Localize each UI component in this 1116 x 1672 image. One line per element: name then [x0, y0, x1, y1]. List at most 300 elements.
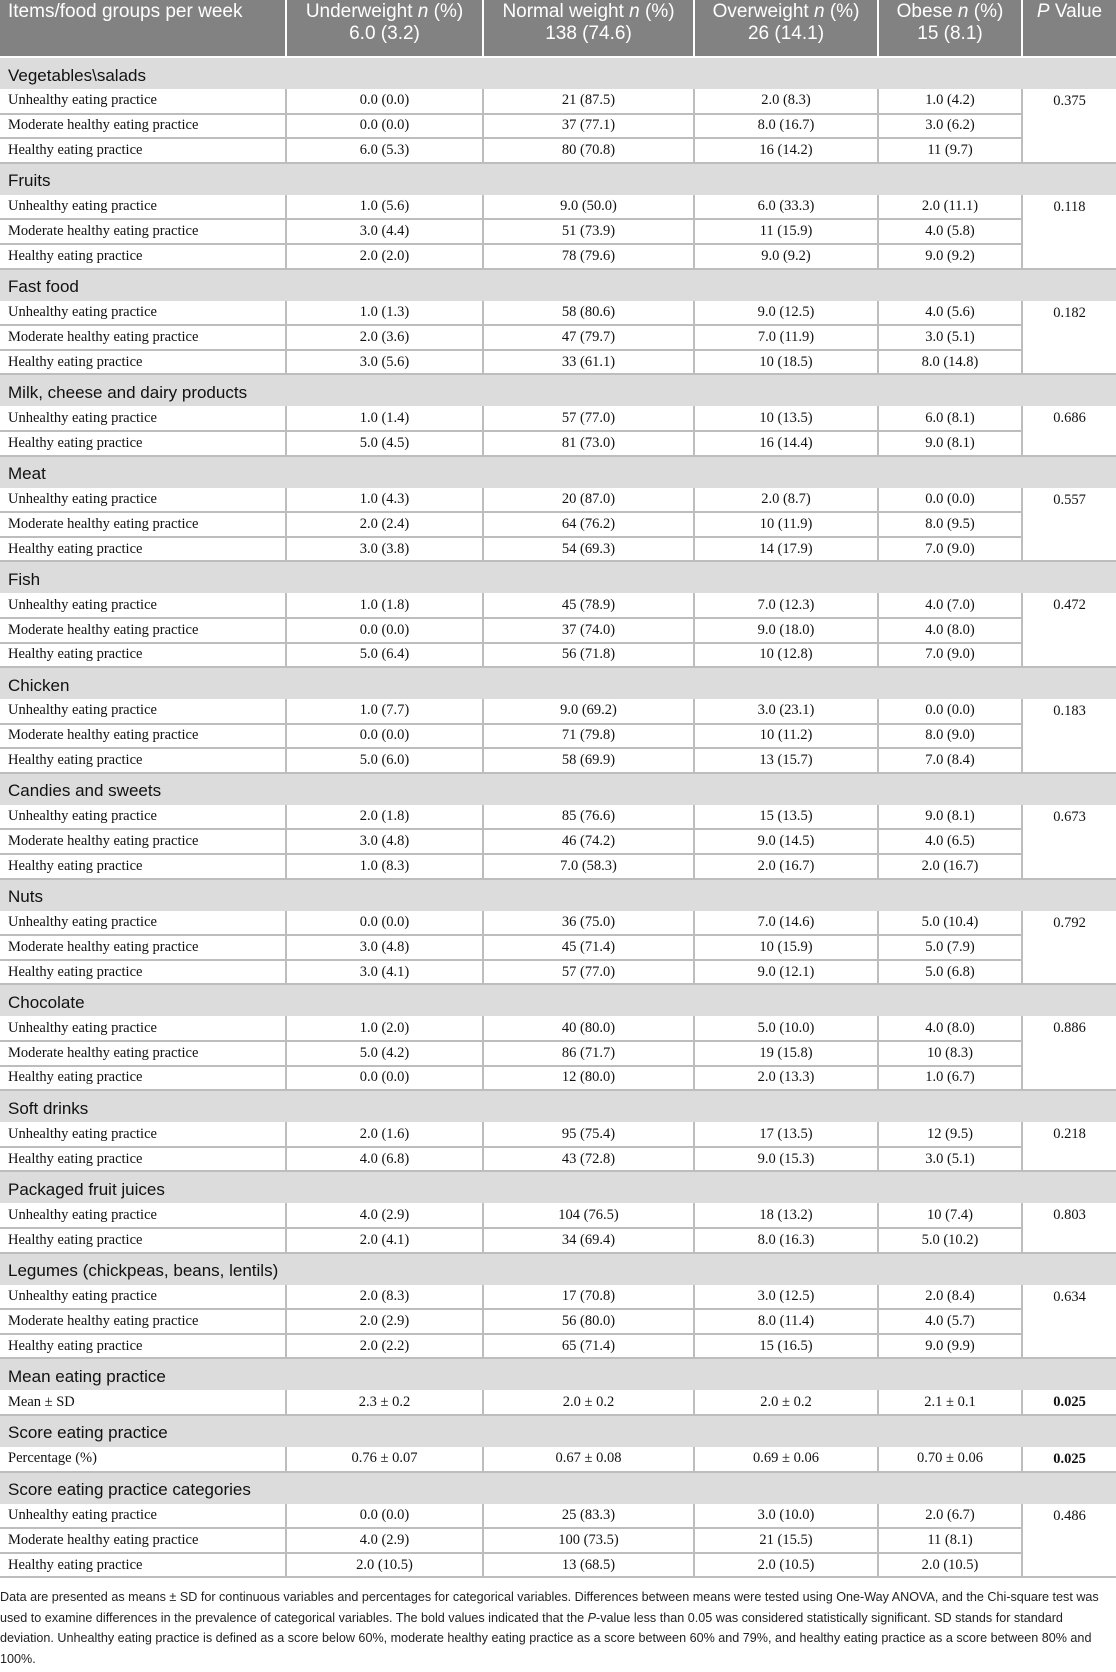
cell-value: 2.3 ± 0.2	[286, 1390, 483, 1415]
row-label: Moderate healthy eating practice	[0, 724, 286, 749]
cell-value: 2.0 (8.4)	[878, 1285, 1022, 1310]
column-header-italic: n	[629, 1, 640, 22]
cell-value: 0.0 (0.0)	[286, 89, 483, 114]
cell-value: 1.0 (7.7)	[286, 699, 483, 724]
cell-value: 6.0 (5.3)	[286, 138, 483, 163]
cell-value: 2.0 (11.1)	[878, 195, 1022, 220]
cell-value: 4.0 (5.8)	[878, 219, 1022, 244]
cell-value: 1.0 (5.6)	[286, 195, 483, 220]
cell-value: 10 (13.5)	[694, 406, 878, 431]
row-label: Unhealthy eating practice	[0, 1203, 286, 1228]
cell-value: 19 (15.8)	[694, 1041, 878, 1066]
cell-value: 9.0 (12.5)	[694, 301, 878, 326]
cell-value: 4.0 (6.5)	[878, 829, 1022, 854]
cell-value: 1.0 (8.3)	[286, 854, 483, 879]
group-name: Vegetables\salads	[0, 57, 1116, 89]
group-name: Chicken	[0, 667, 1116, 699]
table-row	[0, 1390, 1116, 1415]
table-row	[0, 593, 1116, 618]
cell-value: 5.0 (6.8)	[878, 960, 1022, 985]
column-header-4	[878, 0, 1022, 57]
row-label: Unhealthy eating practice	[0, 1016, 286, 1041]
column-header-2	[483, 0, 694, 57]
cell-value: 64 (76.2)	[483, 512, 694, 537]
table-row	[0, 1447, 1116, 1472]
table-row	[0, 1504, 1116, 1529]
group-name: Nuts	[0, 879, 1116, 911]
group-header-row	[0, 57, 1116, 89]
column-header-title	[490, 1, 687, 23]
cell-value: 13 (68.5)	[483, 1553, 694, 1578]
cell-value: 18 (13.2)	[694, 1203, 878, 1228]
table-row	[0, 1309, 1116, 1334]
column-header-count: 138 (74.6)	[545, 23, 632, 44]
p-value: 0.472	[1022, 593, 1116, 667]
table-row	[0, 960, 1116, 985]
cell-value: 9.0 (9.2)	[694, 244, 878, 269]
column-header-3	[694, 0, 878, 57]
row-label: Unhealthy eating practice	[0, 805, 286, 830]
column-header-0	[0, 0, 286, 57]
column-header-title	[8, 1, 279, 23]
group-name: Fast food	[0, 269, 1116, 301]
cell-value: 36 (75.0)	[483, 911, 694, 936]
group-name: Chocolate	[0, 984, 1116, 1016]
column-header-count: 26 (14.1)	[747, 23, 825, 44]
cell-value: 3.0 (5.1)	[878, 325, 1022, 350]
cell-value: 56 (80.0)	[483, 1309, 694, 1334]
row-label: Moderate healthy eating practice	[0, 935, 286, 960]
row-label: Moderate healthy eating practice	[0, 512, 286, 537]
cell-value: 7.0 (11.9)	[694, 325, 878, 350]
cell-value: 7.0 (58.3)	[483, 854, 694, 879]
cell-value: 57 (77.0)	[483, 406, 694, 431]
cell-value: 12 (80.0)	[483, 1066, 694, 1091]
cell-value: 2.0 (3.6)	[286, 325, 483, 350]
cell-value: 2.0 (13.3)	[694, 1066, 878, 1091]
column-header-title	[701, 1, 871, 23]
group-header-row	[0, 773, 1116, 805]
cell-value: 47 (79.7)	[483, 325, 694, 350]
group-header-row	[0, 163, 1116, 195]
cell-value: 1.0 (4.3)	[286, 488, 483, 513]
row-label: Unhealthy eating practice	[0, 488, 286, 513]
cell-value: 21 (87.5)	[483, 89, 694, 114]
row-label: Healthy eating practice	[0, 960, 286, 985]
cell-value: 57 (77.0)	[483, 960, 694, 985]
cell-value: 2.0 (2.2)	[286, 1334, 483, 1359]
column-header-suffix: (%)	[428, 1, 464, 22]
column-header-suffix: (%)	[968, 1, 1004, 22]
row-label: Moderate healthy eating practice	[0, 829, 286, 854]
table-row	[0, 1016, 1116, 1041]
column-header-suffix: Value	[1049, 1, 1103, 22]
row-label: Unhealthy eating practice	[0, 1122, 286, 1147]
table-row	[0, 699, 1116, 724]
cell-value: 3.0 (10.0)	[694, 1504, 878, 1529]
column-header-italic: n	[813, 1, 825, 22]
cell-value: 25 (83.3)	[483, 1504, 694, 1529]
cell-value: 5.0 (7.9)	[878, 935, 1022, 960]
row-label: Healthy eating practice	[0, 431, 286, 456]
cell-value: 2.0 (2.0)	[286, 244, 483, 269]
row-label: Unhealthy eating practice	[0, 1285, 286, 1310]
table-row	[0, 1285, 1116, 1310]
cell-value: 85 (76.6)	[483, 805, 694, 830]
column-header-label: Items/food groups per week	[8, 1, 243, 22]
cell-value: 95 (75.4)	[483, 1122, 694, 1147]
cell-value: 0.0 (0.0)	[286, 1066, 483, 1091]
group-name: Packaged fruit juices	[0, 1171, 1116, 1203]
cell-value: 0.0 (0.0)	[286, 114, 483, 139]
cell-value: 4.0 (8.0)	[878, 618, 1022, 643]
cell-value: 0.0 (0.0)	[878, 488, 1022, 513]
group-header-row	[0, 1253, 1116, 1285]
cell-value: 2.0 (1.8)	[286, 805, 483, 830]
row-label: Healthy eating practice	[0, 1066, 286, 1091]
row-label: Healthy eating practice	[0, 244, 286, 269]
table-row	[0, 114, 1116, 139]
cell-value: 4.0 (8.0)	[878, 1016, 1022, 1041]
row-label: Healthy eating practice	[0, 1147, 286, 1172]
cell-value: 8.0 (14.8)	[878, 350, 1022, 375]
cell-value: 2.0 (10.5)	[694, 1553, 878, 1578]
row-label: Moderate healthy eating practice	[0, 219, 286, 244]
cell-value: 20 (87.0)	[483, 488, 694, 513]
cell-value: 3.0 (23.1)	[694, 699, 878, 724]
p-value: 0.686	[1022, 406, 1116, 455]
cell-value: 4.0 (7.0)	[878, 593, 1022, 618]
cell-value: 3.0 (5.1)	[878, 1147, 1022, 1172]
cell-value: 2.0 (1.6)	[286, 1122, 483, 1147]
cell-value: 5.0 (6.4)	[286, 643, 483, 668]
table-row	[0, 911, 1116, 936]
p-value: 0.375	[1022, 89, 1116, 163]
cell-value: 3.0 (4.8)	[286, 829, 483, 854]
cell-value: 2.0 (10.5)	[286, 1553, 483, 1578]
cell-value: 10 (7.4)	[878, 1203, 1022, 1228]
table-row	[0, 512, 1116, 537]
row-label: Percentage (%)	[0, 1447, 286, 1472]
column-header-count: 15 (8.1)	[917, 23, 983, 44]
p-value: 0.486	[1022, 1504, 1116, 1578]
table-row	[0, 1041, 1116, 1066]
cell-value: 15 (13.5)	[694, 805, 878, 830]
cell-value: 1.0 (4.2)	[878, 89, 1022, 114]
cell-value: 34 (69.4)	[483, 1228, 694, 1253]
group-name: Candies and sweets	[0, 773, 1116, 805]
cell-value: 9.0 (50.0)	[483, 195, 694, 220]
row-label: Unhealthy eating practice	[0, 911, 286, 936]
cell-value: 4.0 (5.6)	[878, 301, 1022, 326]
cell-value: 6.0 (33.3)	[694, 195, 878, 220]
cell-value: 2.0 (6.7)	[878, 1504, 1022, 1529]
cell-value: 10 (18.5)	[694, 350, 878, 375]
group-header-row	[0, 561, 1116, 593]
cell-value: 7.0 (14.6)	[694, 911, 878, 936]
footnote-text-part1: Data are presented as means ± SD for continuous variables and percentages for categorical variables. Differences between means were tested using One-Way ANOVA, and the Chi-square test was used to examine differences in the prevalence of categorical variables. The bold values indicated that the	[0, 1590, 1099, 1625]
cell-value: 1.0 (1.8)	[286, 593, 483, 618]
cell-value: 10 (11.9)	[694, 512, 878, 537]
group-header-row	[0, 1090, 1116, 1122]
p-value: 0.886	[1022, 1016, 1116, 1090]
table-row	[0, 1122, 1116, 1147]
cell-value: 71 (79.8)	[483, 724, 694, 749]
table-row	[0, 748, 1116, 773]
footnote-p-italic: P	[587, 1610, 597, 1625]
cell-value: 9.0 (69.2)	[483, 699, 694, 724]
cell-value: 2.0 (16.7)	[878, 854, 1022, 879]
table-row	[0, 724, 1116, 749]
cell-value: 9.0 (8.1)	[878, 805, 1022, 830]
table-row	[0, 89, 1116, 114]
cell-value: 8.0 (16.7)	[694, 114, 878, 139]
cell-value: 8.0 (11.4)	[694, 1309, 878, 1334]
table-row	[0, 244, 1116, 269]
table-row	[0, 138, 1116, 163]
column-header-italic: n	[957, 1, 969, 22]
column-header-title	[1029, 1, 1110, 23]
cell-value: 0.0 (0.0)	[286, 1504, 483, 1529]
group-name: Fish	[0, 561, 1116, 593]
cell-value: 80 (70.8)	[483, 138, 694, 163]
table-row	[0, 1147, 1116, 1172]
p-value: 0.025	[1022, 1447, 1116, 1472]
cell-value: 58 (69.9)	[483, 748, 694, 773]
cell-value: 4.0 (2.9)	[286, 1528, 483, 1553]
cell-value: 9.0 (9.2)	[878, 244, 1022, 269]
cell-value: 9.0 (9.9)	[878, 1334, 1022, 1359]
table-row	[0, 1528, 1116, 1553]
row-label: Healthy eating practice	[0, 350, 286, 375]
cell-value: 2.0 (8.3)	[694, 89, 878, 114]
cell-value: 4.0 (5.7)	[878, 1309, 1022, 1334]
table-row	[0, 1228, 1116, 1253]
group-header-row	[0, 1415, 1116, 1447]
table-row	[0, 618, 1116, 643]
table-row	[0, 219, 1116, 244]
row-label: Healthy eating practice	[0, 748, 286, 773]
table-row	[0, 488, 1116, 513]
table-row	[0, 406, 1116, 431]
table-row	[0, 935, 1116, 960]
cell-value: 2.0 (2.9)	[286, 1309, 483, 1334]
table-row	[0, 1334, 1116, 1359]
p-value: 0.218	[1022, 1122, 1116, 1171]
cell-value: 2.1 ± 0.1	[878, 1390, 1022, 1415]
cell-value: 37 (77.1)	[483, 114, 694, 139]
cell-value: 10 (8.3)	[878, 1041, 1022, 1066]
p-value: 0.673	[1022, 805, 1116, 879]
group-name: Score eating practice categories	[0, 1472, 1116, 1504]
table-footnote	[0, 1587, 1112, 1669]
group-header-row	[0, 984, 1116, 1016]
row-label: Unhealthy eating practice	[0, 301, 286, 326]
cell-value: 78 (79.6)	[483, 244, 694, 269]
cell-value: 46 (74.2)	[483, 829, 694, 854]
cell-value: 11 (9.7)	[878, 138, 1022, 163]
group-name: Soft drinks	[0, 1090, 1116, 1122]
table-row	[0, 1203, 1116, 1228]
cell-value: 45 (78.9)	[483, 593, 694, 618]
cell-value: 43 (72.8)	[483, 1147, 694, 1172]
cell-value: 104 (76.5)	[483, 1203, 694, 1228]
column-header-count: 6.0 (3.2)	[349, 23, 420, 44]
cell-value: 0.0 (0.0)	[286, 618, 483, 643]
row-label: Unhealthy eating practice	[0, 89, 286, 114]
cell-value: 2.0 (2.4)	[286, 512, 483, 537]
cell-value: 1.0 (2.0)	[286, 1016, 483, 1041]
cell-value: 7.0 (9.0)	[878, 537, 1022, 562]
cell-value: 21 (15.5)	[694, 1528, 878, 1553]
row-label: Moderate healthy eating practice	[0, 1309, 286, 1334]
cell-value: 16 (14.4)	[694, 431, 878, 456]
column-header-1	[286, 0, 483, 57]
cell-value: 0.76 ± 0.07	[286, 1447, 483, 1472]
cell-value: 3.0 (4.4)	[286, 219, 483, 244]
cell-value: 1.0 (1.3)	[286, 301, 483, 326]
cell-value: 3.0 (6.2)	[878, 114, 1022, 139]
cell-value: 5.0 (10.4)	[878, 911, 1022, 936]
cell-value: 9.0 (12.1)	[694, 960, 878, 985]
row-label: Moderate healthy eating practice	[0, 1528, 286, 1553]
group-header-row	[0, 1358, 1116, 1390]
group-name: Legumes (chickpeas, beans, lentils)	[0, 1253, 1116, 1285]
row-label: Healthy eating practice	[0, 1228, 286, 1253]
cell-value: 3.0 (12.5)	[694, 1285, 878, 1310]
row-label: Healthy eating practice	[0, 138, 286, 163]
cell-value: 2.0 (8.7)	[694, 488, 878, 513]
p-value: 0.182	[1022, 301, 1116, 375]
row-label: Healthy eating practice	[0, 1553, 286, 1578]
row-label: Mean ± SD	[0, 1390, 286, 1415]
row-label: Moderate healthy eating practice	[0, 114, 286, 139]
column-header-italic: n	[417, 1, 429, 22]
table-row	[0, 537, 1116, 562]
column-header-italic: P	[1036, 1, 1050, 22]
group-header-row	[0, 456, 1116, 488]
cell-value: 1.0 (1.4)	[286, 406, 483, 431]
cell-value: 65 (71.4)	[483, 1334, 694, 1359]
cell-value: 14 (17.9)	[694, 537, 878, 562]
group-name: Fruits	[0, 163, 1116, 195]
cell-value: 5.0 (4.5)	[286, 431, 483, 456]
column-header-title	[885, 1, 1015, 23]
group-name: Milk, cheese and dairy products	[0, 374, 1116, 406]
cell-value: 8.0 (9.0)	[878, 724, 1022, 749]
cell-value: 3.0 (3.8)	[286, 537, 483, 562]
cell-value: 17 (70.8)	[483, 1285, 694, 1310]
column-header-label: Obese	[896, 1, 958, 22]
cell-value: 2.0 ± 0.2	[483, 1390, 694, 1415]
group-header-row	[0, 269, 1116, 301]
cell-value: 3.0 (4.8)	[286, 935, 483, 960]
row-label: Unhealthy eating practice	[0, 195, 286, 220]
row-label: Unhealthy eating practice	[0, 593, 286, 618]
table-row	[0, 1066, 1116, 1091]
column-header-title	[293, 1, 476, 23]
p-value: 0.634	[1022, 1285, 1116, 1359]
cell-value: 5.0 (6.0)	[286, 748, 483, 773]
cell-value: 4.0 (2.9)	[286, 1203, 483, 1228]
table-row	[0, 643, 1116, 668]
column-header-5	[1022, 0, 1116, 57]
cell-value: 7.0 (12.3)	[694, 593, 878, 618]
column-header-label: Overweight	[712, 1, 814, 22]
p-value: 0.557	[1022, 488, 1116, 562]
row-label: Moderate healthy eating practice	[0, 1041, 286, 1066]
cell-value: 0.0 (0.0)	[286, 911, 483, 936]
row-label: Healthy eating practice	[0, 643, 286, 668]
cell-value: 2.0 (8.3)	[286, 1285, 483, 1310]
cell-value: 10 (11.2)	[694, 724, 878, 749]
footnote-text-part2: -value less than 0.05 was considered statistically significant. SD stands for standard deviation. Unhealthy eating practice is defined as a score below 60%, moderate healthy eating practice as a score between 60% and 79%, and healthy eating practice as a score between 80% and 100%.	[0, 1610, 1092, 1666]
cell-value: 56 (71.8)	[483, 643, 694, 668]
cell-value: 5.0 (10.0)	[694, 1016, 878, 1041]
table-body	[0, 57, 1116, 1577]
table-row	[0, 431, 1116, 456]
row-label: Healthy eating practice	[0, 537, 286, 562]
p-value: 0.025	[1022, 1390, 1116, 1415]
row-label: Unhealthy eating practice	[0, 699, 286, 724]
table-row	[0, 854, 1116, 879]
cell-value: 0.69 ± 0.06	[694, 1447, 878, 1472]
cell-value: 86 (71.7)	[483, 1041, 694, 1066]
group-name: Mean eating practice	[0, 1358, 1116, 1390]
cell-value: 11 (15.9)	[694, 219, 878, 244]
group-header-row	[0, 667, 1116, 699]
cell-value: 3.0 (5.6)	[286, 350, 483, 375]
cell-value: 5.0 (10.2)	[878, 1228, 1022, 1253]
cell-value: 58 (80.6)	[483, 301, 694, 326]
cell-value: 7.0 (8.4)	[878, 748, 1022, 773]
cell-value: 9.0 (14.5)	[694, 829, 878, 854]
p-value: 0.118	[1022, 195, 1116, 269]
cell-value: 17 (13.5)	[694, 1122, 878, 1147]
cell-value: 9.0 (8.1)	[878, 431, 1022, 456]
cell-value: 1.0 (6.7)	[878, 1066, 1022, 1091]
cell-value: 5.0 (4.2)	[286, 1041, 483, 1066]
cell-value: 16 (14.2)	[694, 138, 878, 163]
row-label: Moderate healthy eating practice	[0, 325, 286, 350]
table-row	[0, 301, 1116, 326]
group-header-row	[0, 1171, 1116, 1203]
cell-value: 12 (9.5)	[878, 1122, 1022, 1147]
cell-value: 0.70 ± 0.06	[878, 1447, 1022, 1472]
cell-value: 2.0 ± 0.2	[694, 1390, 878, 1415]
cell-value: 0.0 (0.0)	[878, 699, 1022, 724]
cell-value: 7.0 (9.0)	[878, 643, 1022, 668]
cell-value: 33 (61.1)	[483, 350, 694, 375]
group-name: Score eating practice	[0, 1415, 1116, 1447]
cell-value: 37 (74.0)	[483, 618, 694, 643]
column-header-suffix: (%)	[824, 1, 860, 22]
cell-value: 54 (69.3)	[483, 537, 694, 562]
cell-value: 0.0 (0.0)	[286, 724, 483, 749]
table-row	[0, 829, 1116, 854]
column-header-label: Underweight	[305, 1, 418, 22]
p-value: 0.803	[1022, 1203, 1116, 1252]
cell-value: 40 (80.0)	[483, 1016, 694, 1041]
table-row	[0, 325, 1116, 350]
column-header-label: Normal weight	[502, 1, 630, 22]
cell-value: 81 (73.0)	[483, 431, 694, 456]
group-name: Meat	[0, 456, 1116, 488]
table-row	[0, 805, 1116, 830]
cell-value: 45 (71.4)	[483, 935, 694, 960]
row-label: Moderate healthy eating practice	[0, 618, 286, 643]
table-header-row	[0, 0, 1116, 57]
